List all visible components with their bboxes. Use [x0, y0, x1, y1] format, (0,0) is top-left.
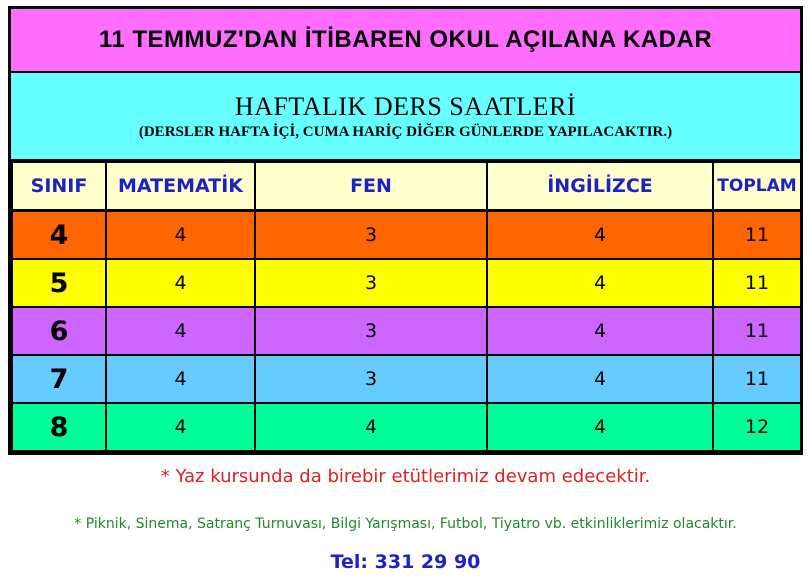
table-row	[12, 259, 801, 307]
cell-english: 4	[487, 211, 713, 260]
note-activities: * Piknik, Sinema, Satranç Turnuvası, Bilgi Yarışması, Futbol, Tiyatro vb. etkinliklerimiz olacaktır.	[74, 516, 737, 532]
header-english: İNGİLİZCE	[487, 162, 713, 211]
cell-math: 4	[106, 259, 255, 307]
subbanner-subtitle: (DERSLER HAFTA İÇİ, CUMA HARİÇ DİĞER GÜNLERDE YAPILACAKTIR.)	[138, 123, 673, 140]
table-row	[12, 403, 801, 451]
table-row	[12, 307, 801, 355]
cell-english: 4	[487, 355, 713, 403]
cell-math: 4	[106, 355, 255, 403]
cell-grade: 7	[12, 355, 106, 403]
cell-science: 3	[255, 259, 487, 307]
header-math: MATEMATİK	[106, 162, 255, 211]
cell-total: 11	[713, 259, 801, 307]
cell-math: 4	[106, 403, 255, 451]
cell-science: 3	[255, 355, 487, 403]
header-total: TOPLAM	[713, 162, 801, 211]
hours-table	[11, 161, 802, 452]
table-row	[12, 211, 801, 260]
cell-grade: 6	[12, 307, 106, 355]
cell-grade: 5	[12, 259, 106, 307]
cell-science: 3	[255, 211, 487, 260]
cell-english: 4	[487, 403, 713, 451]
cell-total: 12	[713, 403, 801, 451]
header-science: FEN	[255, 162, 487, 211]
cell-grade: 8	[12, 403, 106, 451]
cell-science: 3	[255, 307, 487, 355]
cell-science: 4	[255, 403, 487, 451]
cell-total: 11	[713, 355, 801, 403]
schedule-sheet	[8, 6, 803, 455]
cell-total: 11	[713, 307, 801, 355]
cell-english: 4	[487, 259, 713, 307]
banner-title: 11 TEMMUZ'DAN İTİBAREN OKUL AÇILANA KADAR	[11, 9, 800, 73]
subbanner	[11, 73, 800, 161]
cell-english: 4	[487, 307, 713, 355]
table-row	[12, 355, 801, 403]
cell-grade: 4	[12, 211, 106, 260]
cell-total: 11	[713, 211, 801, 260]
cell-math: 4	[106, 307, 255, 355]
note-summer-course: * Yaz kursunda da birebir etütlerimiz devam edecektir.	[160, 466, 651, 487]
phone-number: Tel: 331 29 90	[330, 551, 481, 573]
table-header-row	[12, 162, 801, 211]
header-grade: SINIF	[12, 162, 106, 211]
cell-math: 4	[106, 211, 255, 260]
subbanner-title: HAFTALIK DERS SAATLERİ	[234, 91, 577, 121]
